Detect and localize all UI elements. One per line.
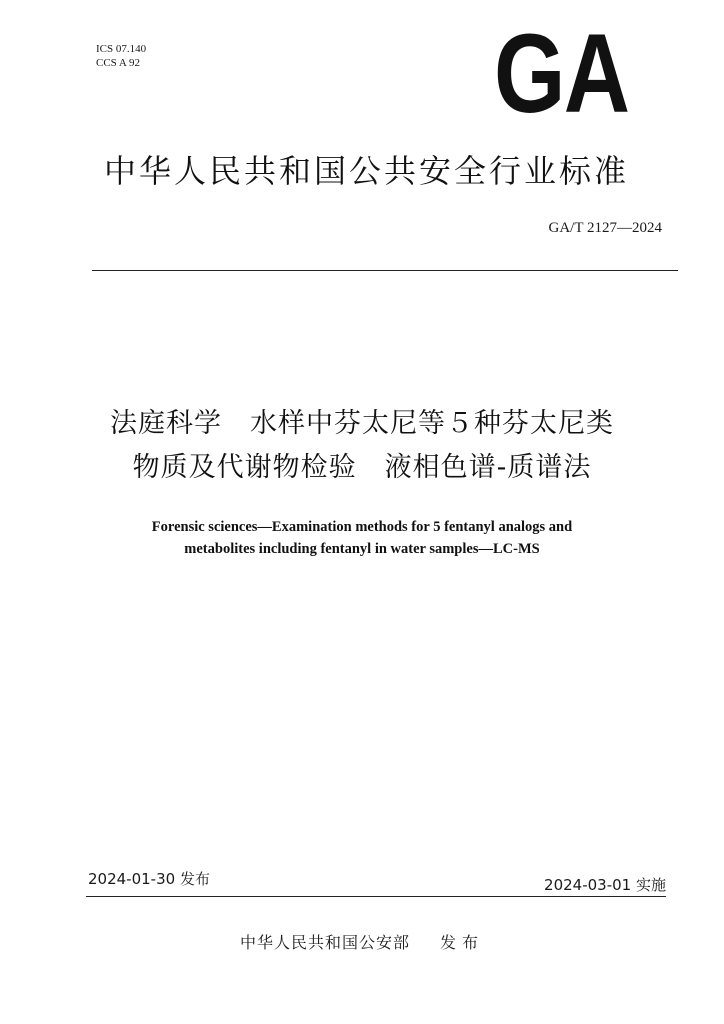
chinese-title	[0, 402, 724, 490]
ga-logo: GA	[494, 11, 629, 136]
classification-codes	[96, 42, 146, 70]
english-title-line-2: metabolites including fentanyl in water samples—LC-MS	[184, 541, 540, 557]
english-title	[0, 516, 724, 560]
top-divider	[92, 270, 678, 271]
issuer-line	[240, 930, 484, 953]
chinese-title-line-2: 物质及代谢物检验 液相色谱-质谱法	[132, 452, 592, 483]
standard-category: 中华人民共和国公共安全行业标准	[104, 152, 630, 190]
issue-date: 2024-01-30 发布	[88, 870, 210, 888]
implementation-date: 2024-03-01 实施	[544, 876, 666, 894]
issuer-action: 发布	[440, 933, 485, 952]
ics-code: ICS 07.140	[96, 43, 147, 55]
english-title-line-1: Forensic sciences—Examination methods for 5 fentanyl analogs and	[151, 519, 573, 535]
standard-number: GA/T 2127—2024	[548, 220, 662, 236]
issuer-name: 中华人民共和国公安部	[240, 933, 411, 952]
bottom-divider	[86, 896, 666, 897]
ccs-code: CCS A 92	[96, 57, 141, 69]
chinese-title-line-1: 法庭科学 水样中芬太尼等５种芬太尼类	[110, 408, 614, 439]
